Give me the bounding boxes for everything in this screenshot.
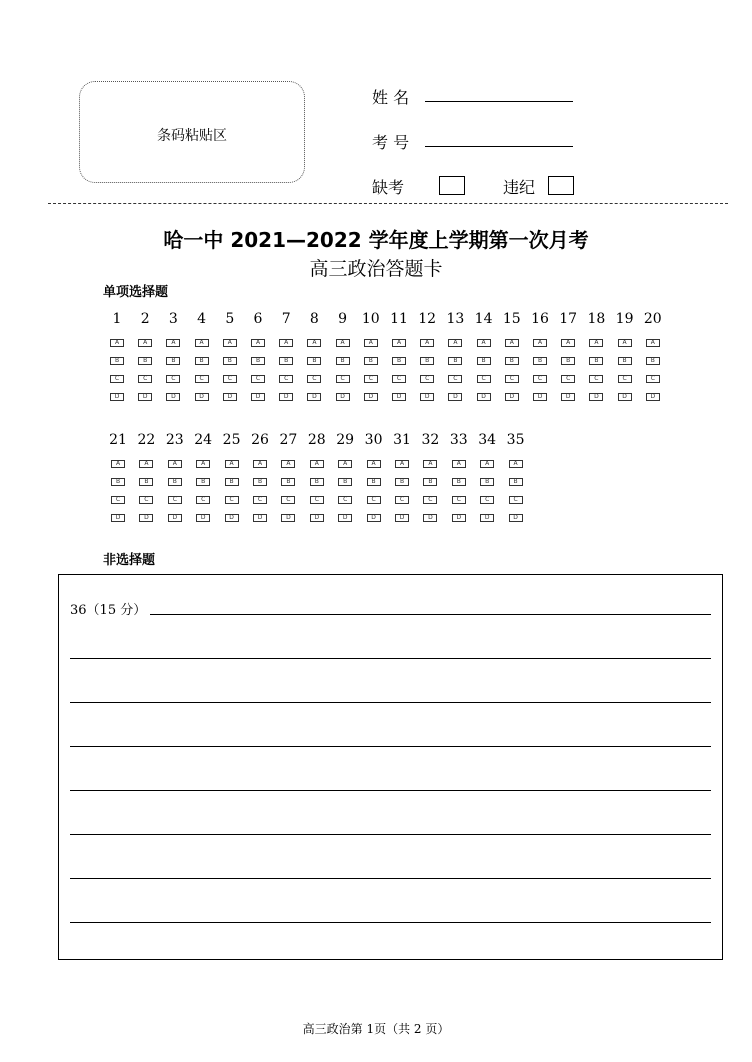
answer-bubble-24-d[interactable]: D — [196, 514, 210, 522]
answer-bubble-25-d[interactable]: D — [225, 514, 239, 522]
name-field-line[interactable] — [425, 101, 573, 102]
answer-line-6[interactable] — [70, 834, 711, 835]
answer-bubble-1-a[interactable]: A — [110, 339, 124, 347]
answer-bubble-16-a[interactable]: A — [533, 339, 547, 347]
answer-bubble-33-b[interactable]: B — [452, 478, 466, 486]
answer-bubble-32-a[interactable]: A — [423, 460, 437, 468]
exam-number-field-line[interactable] — [425, 146, 573, 147]
answer-bubble-35-b[interactable]: B — [509, 478, 523, 486]
answer-bubble-33-d[interactable]: D — [452, 514, 466, 522]
answer-bubble-8-d[interactable]: D — [307, 393, 321, 401]
essay-section-title: 非选择题 — [103, 553, 156, 568]
question-number-11: 11 — [390, 311, 408, 327]
question-number-31: 31 — [393, 432, 411, 448]
answer-bubble-22-b[interactable]: B — [139, 478, 153, 486]
question-number-24: 24 — [194, 432, 213, 448]
violation-checkbox[interactable] — [548, 176, 574, 195]
answer-bubble-22-d[interactable]: D — [139, 514, 153, 522]
absent-label: 缺考 — [372, 178, 405, 197]
page-footer: 高三政治第 1页（共 2 页） — [302, 1022, 450, 1036]
answer-bubble-25-a[interactable]: A — [225, 460, 239, 468]
answer-bubble-3-d[interactable]: D — [166, 393, 180, 401]
question-number-5: 5 — [225, 311, 235, 327]
name-label: 姓 名 — [372, 88, 410, 107]
answer-bubble-32-b[interactable]: B — [423, 478, 437, 486]
question-number-32: 32 — [421, 432, 440, 448]
question-number-25: 25 — [222, 432, 241, 448]
answer-bubble-17-a[interactable]: A — [561, 339, 575, 347]
answer-line-5[interactable] — [70, 790, 711, 791]
barcode-area-label: 条码粘贴区 — [157, 128, 227, 144]
question-number-34: 34 — [478, 432, 497, 448]
answer-bubble-6-d[interactable]: D — [251, 393, 265, 401]
answer-bubble-24-b[interactable]: B — [196, 478, 210, 486]
answer-bubble-30-d[interactable]: D — [367, 514, 381, 522]
answer-bubble-13-c[interactable]: C — [448, 375, 462, 383]
essay-answer-box — [58, 574, 723, 960]
answer-bubble-10-d[interactable]: D — [364, 393, 378, 401]
answer-bubble-6-b[interactable]: B — [251, 357, 265, 365]
answer-bubble-17-c[interactable]: C — [561, 375, 575, 383]
answer-line-8[interactable] — [70, 922, 711, 923]
question-number-17: 17 — [559, 311, 578, 327]
page-subtitle: 高三政治答题卡 — [309, 258, 443, 280]
answer-bubble-23-c[interactable]: C — [168, 496, 182, 504]
answer-bubble-12-c[interactable]: C — [420, 375, 434, 383]
answer-bubble-11-d[interactable]: D — [392, 393, 406, 401]
question-number-8: 8 — [309, 311, 319, 327]
answer-bubble-21-a[interactable]: A — [111, 460, 125, 468]
answer-bubble-31-d[interactable]: D — [395, 514, 409, 522]
question-number-12: 12 — [418, 311, 437, 327]
answer-bubble-6-c[interactable]: C — [251, 375, 265, 383]
question-number-28: 28 — [307, 432, 326, 448]
answer-bubble-19-b[interactable]: B — [618, 357, 632, 365]
answer-bubble-14-d[interactable]: D — [477, 393, 491, 401]
answer-bubble-20-d[interactable]: D — [646, 393, 660, 401]
answer-bubble-16-d[interactable]: D — [533, 393, 547, 401]
exam-number-label: 考 号 — [372, 133, 410, 152]
answer-bubble-5-c[interactable]: C — [223, 375, 237, 383]
answer-line-1[interactable] — [150, 614, 711, 615]
answer-line-7[interactable] — [70, 878, 711, 879]
answer-bubble-34-c[interactable]: C — [480, 496, 494, 504]
answer-bubble-23-d[interactable]: D — [168, 514, 182, 522]
answer-bubble-8-b[interactable]: B — [307, 357, 321, 365]
question-number-35: 35 — [506, 432, 525, 448]
answer-bubble-21-b[interactable]: B — [111, 478, 125, 486]
question-number-6: 6 — [253, 311, 263, 327]
answer-bubble-17-d[interactable]: D — [561, 393, 575, 401]
answer-bubble-34-a[interactable]: A — [480, 460, 494, 468]
answer-bubble-21-d[interactable]: D — [111, 514, 125, 522]
answer-bubble-14-b[interactable]: B — [477, 357, 491, 365]
answer-bubble-13-a[interactable]: A — [448, 339, 462, 347]
answer-bubble-5-a[interactable]: A — [223, 339, 237, 347]
question-number-22: 22 — [137, 432, 156, 448]
question-number-9: 9 — [338, 311, 348, 327]
answer-bubble-12-a[interactable]: A — [420, 339, 434, 347]
answer-bubble-22-c[interactable]: C — [139, 496, 153, 504]
question-number-7: 7 — [281, 311, 291, 327]
answer-bubble-26-b[interactable]: B — [253, 478, 267, 486]
answer-bubble-31-c[interactable]: C — [395, 496, 409, 504]
answer-bubble-13-b[interactable]: B — [448, 357, 462, 365]
answer-bubble-30-c[interactable]: C — [367, 496, 381, 504]
answer-bubble-18-c[interactable]: C — [589, 375, 603, 383]
answer-bubble-16-c[interactable]: C — [533, 375, 547, 383]
answer-bubble-2-b[interactable]: B — [138, 357, 152, 365]
answer-bubble-5-b[interactable]: B — [223, 357, 237, 365]
answer-bubble-32-d[interactable]: D — [423, 514, 437, 522]
answer-bubble-35-d[interactable]: D — [509, 514, 523, 522]
answer-bubble-34-d[interactable]: D — [480, 514, 494, 522]
answer-bubble-3-b[interactable]: B — [166, 357, 180, 365]
answer-bubble-23-a[interactable]: A — [168, 460, 182, 468]
question-36-label: 36（15 分） — [70, 603, 147, 618]
question-number-4: 4 — [197, 311, 207, 327]
answer-bubble-9-b[interactable]: B — [336, 357, 350, 365]
question-number-10: 10 — [361, 311, 380, 327]
answer-bubble-8-a[interactable]: A — [307, 339, 321, 347]
answer-bubble-15-c[interactable]: C — [505, 375, 519, 383]
answer-bubble-4-a[interactable]: A — [195, 339, 209, 347]
question-number-14: 14 — [474, 311, 493, 327]
answer-bubble-5-d[interactable]: D — [223, 393, 237, 401]
answer-bubble-7-d[interactable]: D — [279, 393, 293, 401]
answer-line-3[interactable] — [70, 702, 711, 703]
page-title: 哈一中 2021—2022 学年度上学期第一次月考 — [163, 228, 589, 252]
question-number-16: 16 — [531, 311, 549, 327]
answer-bubble-29-d[interactable]: D — [338, 514, 352, 522]
answer-bubble-27-c[interactable]: C — [281, 496, 295, 504]
answer-bubble-23-b[interactable]: B — [168, 478, 182, 486]
answer-bubble-20-a[interactable]: A — [646, 339, 660, 347]
answer-bubble-2-a[interactable]: A — [138, 339, 152, 347]
question-number-2: 2 — [140, 311, 150, 327]
answer-bubble-26-a[interactable]: A — [253, 460, 267, 468]
answer-bubble-3-a[interactable]: A — [166, 339, 180, 347]
answer-bubble-4-c[interactable]: C — [195, 375, 209, 383]
answer-bubble-15-b[interactable]: B — [505, 357, 519, 365]
answer-bubble-19-a[interactable]: A — [618, 339, 632, 347]
question-number-1: 1 — [112, 311, 122, 327]
answer-bubble-27-b[interactable]: B — [281, 478, 295, 486]
answer-bubble-11-a[interactable]: A — [392, 339, 406, 347]
question-number-29: 29 — [336, 432, 355, 448]
question-number-26: 26 — [251, 432, 269, 448]
answer-bubble-11-c[interactable]: C — [392, 375, 406, 383]
answer-bubble-15-a[interactable]: A — [505, 339, 519, 347]
question-number-21: 21 — [109, 432, 127, 448]
answer-bubble-14-a[interactable]: A — [477, 339, 491, 347]
question-number-30: 30 — [364, 432, 383, 448]
answer-bubble-20-c[interactable]: C — [646, 375, 660, 383]
answer-bubble-8-c[interactable]: C — [307, 375, 321, 383]
answer-bubble-28-c[interactable]: C — [310, 496, 324, 504]
answer-bubble-24-c[interactable]: C — [196, 496, 210, 504]
answer-bubble-28-a[interactable]: A — [310, 460, 324, 468]
multiple-choice-section-title: 单项选择题 — [103, 285, 169, 300]
violation-label: 违纪 — [503, 178, 536, 197]
barcode-area — [79, 81, 305, 183]
answer-bubble-19-c[interactable]: C — [618, 375, 632, 383]
answer-bubble-32-c[interactable]: C — [423, 496, 437, 504]
answer-bubble-1-c[interactable]: C — [110, 375, 124, 383]
answer-bubble-10-a[interactable]: A — [364, 339, 378, 347]
answer-bubble-22-a[interactable]: A — [139, 460, 153, 468]
answer-bubble-1-d[interactable]: D — [110, 393, 124, 401]
answer-bubble-9-a[interactable]: A — [336, 339, 350, 347]
answer-bubble-2-c[interactable]: C — [138, 375, 152, 383]
answer-bubble-27-a[interactable]: A — [281, 460, 295, 468]
answer-bubble-3-c[interactable]: C — [166, 375, 180, 383]
answer-bubble-33-c[interactable]: C — [452, 496, 466, 504]
answer-line-4[interactable] — [70, 746, 711, 747]
answer-bubble-25-c[interactable]: C — [225, 496, 239, 504]
answer-bubble-18-a[interactable]: A — [589, 339, 603, 347]
answer-bubble-12-b[interactable]: B — [420, 357, 434, 365]
answer-bubble-12-d[interactable]: D — [420, 393, 434, 401]
answer-bubble-24-a[interactable]: A — [196, 460, 210, 468]
answer-bubble-26-d[interactable]: D — [253, 514, 267, 522]
answer-bubble-16-b[interactable]: B — [533, 357, 547, 365]
answer-bubble-27-d[interactable]: D — [281, 514, 295, 522]
answer-bubble-13-d[interactable]: D — [448, 393, 462, 401]
question-number-33: 33 — [449, 432, 468, 448]
answer-bubble-29-a[interactable]: A — [338, 460, 352, 468]
answer-bubble-28-b[interactable]: B — [310, 478, 324, 486]
question-number-27: 27 — [279, 432, 298, 448]
question-number-19: 19 — [615, 311, 634, 327]
answer-bubble-31-a[interactable]: A — [395, 460, 409, 468]
answer-bubble-35-a[interactable]: A — [509, 460, 523, 468]
answer-bubble-4-d[interactable]: D — [195, 393, 209, 401]
answer-bubble-17-b[interactable]: B — [561, 357, 575, 365]
answer-bubble-11-b[interactable]: B — [392, 357, 406, 365]
answer-bubble-31-b[interactable]: B — [395, 478, 409, 486]
answer-bubble-26-c[interactable]: C — [253, 496, 267, 504]
answer-bubble-30-b[interactable]: B — [367, 478, 381, 486]
answer-bubble-25-b[interactable]: B — [225, 478, 239, 486]
absent-checkbox[interactable] — [439, 176, 465, 195]
answer-line-2[interactable] — [70, 658, 711, 659]
answer-bubble-30-a[interactable]: A — [367, 460, 381, 468]
answer-bubble-21-c[interactable]: C — [111, 496, 125, 504]
answer-bubble-9-d[interactable]: D — [336, 393, 350, 401]
cut-line — [48, 203, 728, 204]
answer-bubble-28-d[interactable]: D — [310, 514, 324, 522]
question-number-23: 23 — [165, 432, 184, 448]
answer-bubble-29-b[interactable]: B — [338, 478, 352, 486]
answer-bubble-29-c[interactable]: C — [338, 496, 352, 504]
question-number-20: 20 — [643, 311, 662, 327]
answer-bubble-18-b[interactable]: B — [589, 357, 603, 365]
answer-bubble-14-c[interactable]: C — [477, 375, 491, 383]
answer-bubble-20-b[interactable]: B — [646, 357, 660, 365]
answer-bubble-6-a[interactable]: A — [251, 339, 265, 347]
answer-bubble-9-c[interactable]: C — [336, 375, 350, 383]
answer-bubble-10-b[interactable]: B — [364, 357, 378, 365]
answer-bubble-33-a[interactable]: A — [452, 460, 466, 468]
answer-bubble-4-b[interactable]: B — [195, 357, 209, 365]
answer-bubble-10-c[interactable]: C — [364, 375, 378, 383]
answer-bubble-34-b[interactable]: B — [480, 478, 494, 486]
answer-bubble-1-b[interactable]: B — [110, 357, 124, 365]
answer-bubble-7-a[interactable]: A — [279, 339, 293, 347]
question-number-3: 3 — [168, 311, 178, 327]
answer-bubble-7-b[interactable]: B — [279, 357, 293, 365]
question-number-18: 18 — [587, 311, 606, 327]
answer-bubble-7-c[interactable]: C — [279, 375, 293, 383]
answer-bubble-35-c[interactable]: C — [509, 496, 523, 504]
answer-bubble-18-d[interactable]: D — [589, 393, 603, 401]
answer-bubble-2-d[interactable]: D — [138, 393, 152, 401]
answer-bubble-19-d[interactable]: D — [618, 393, 632, 401]
question-number-15: 15 — [502, 311, 521, 327]
question-number-13: 13 — [446, 311, 465, 327]
answer-bubble-15-d[interactable]: D — [505, 393, 519, 401]
